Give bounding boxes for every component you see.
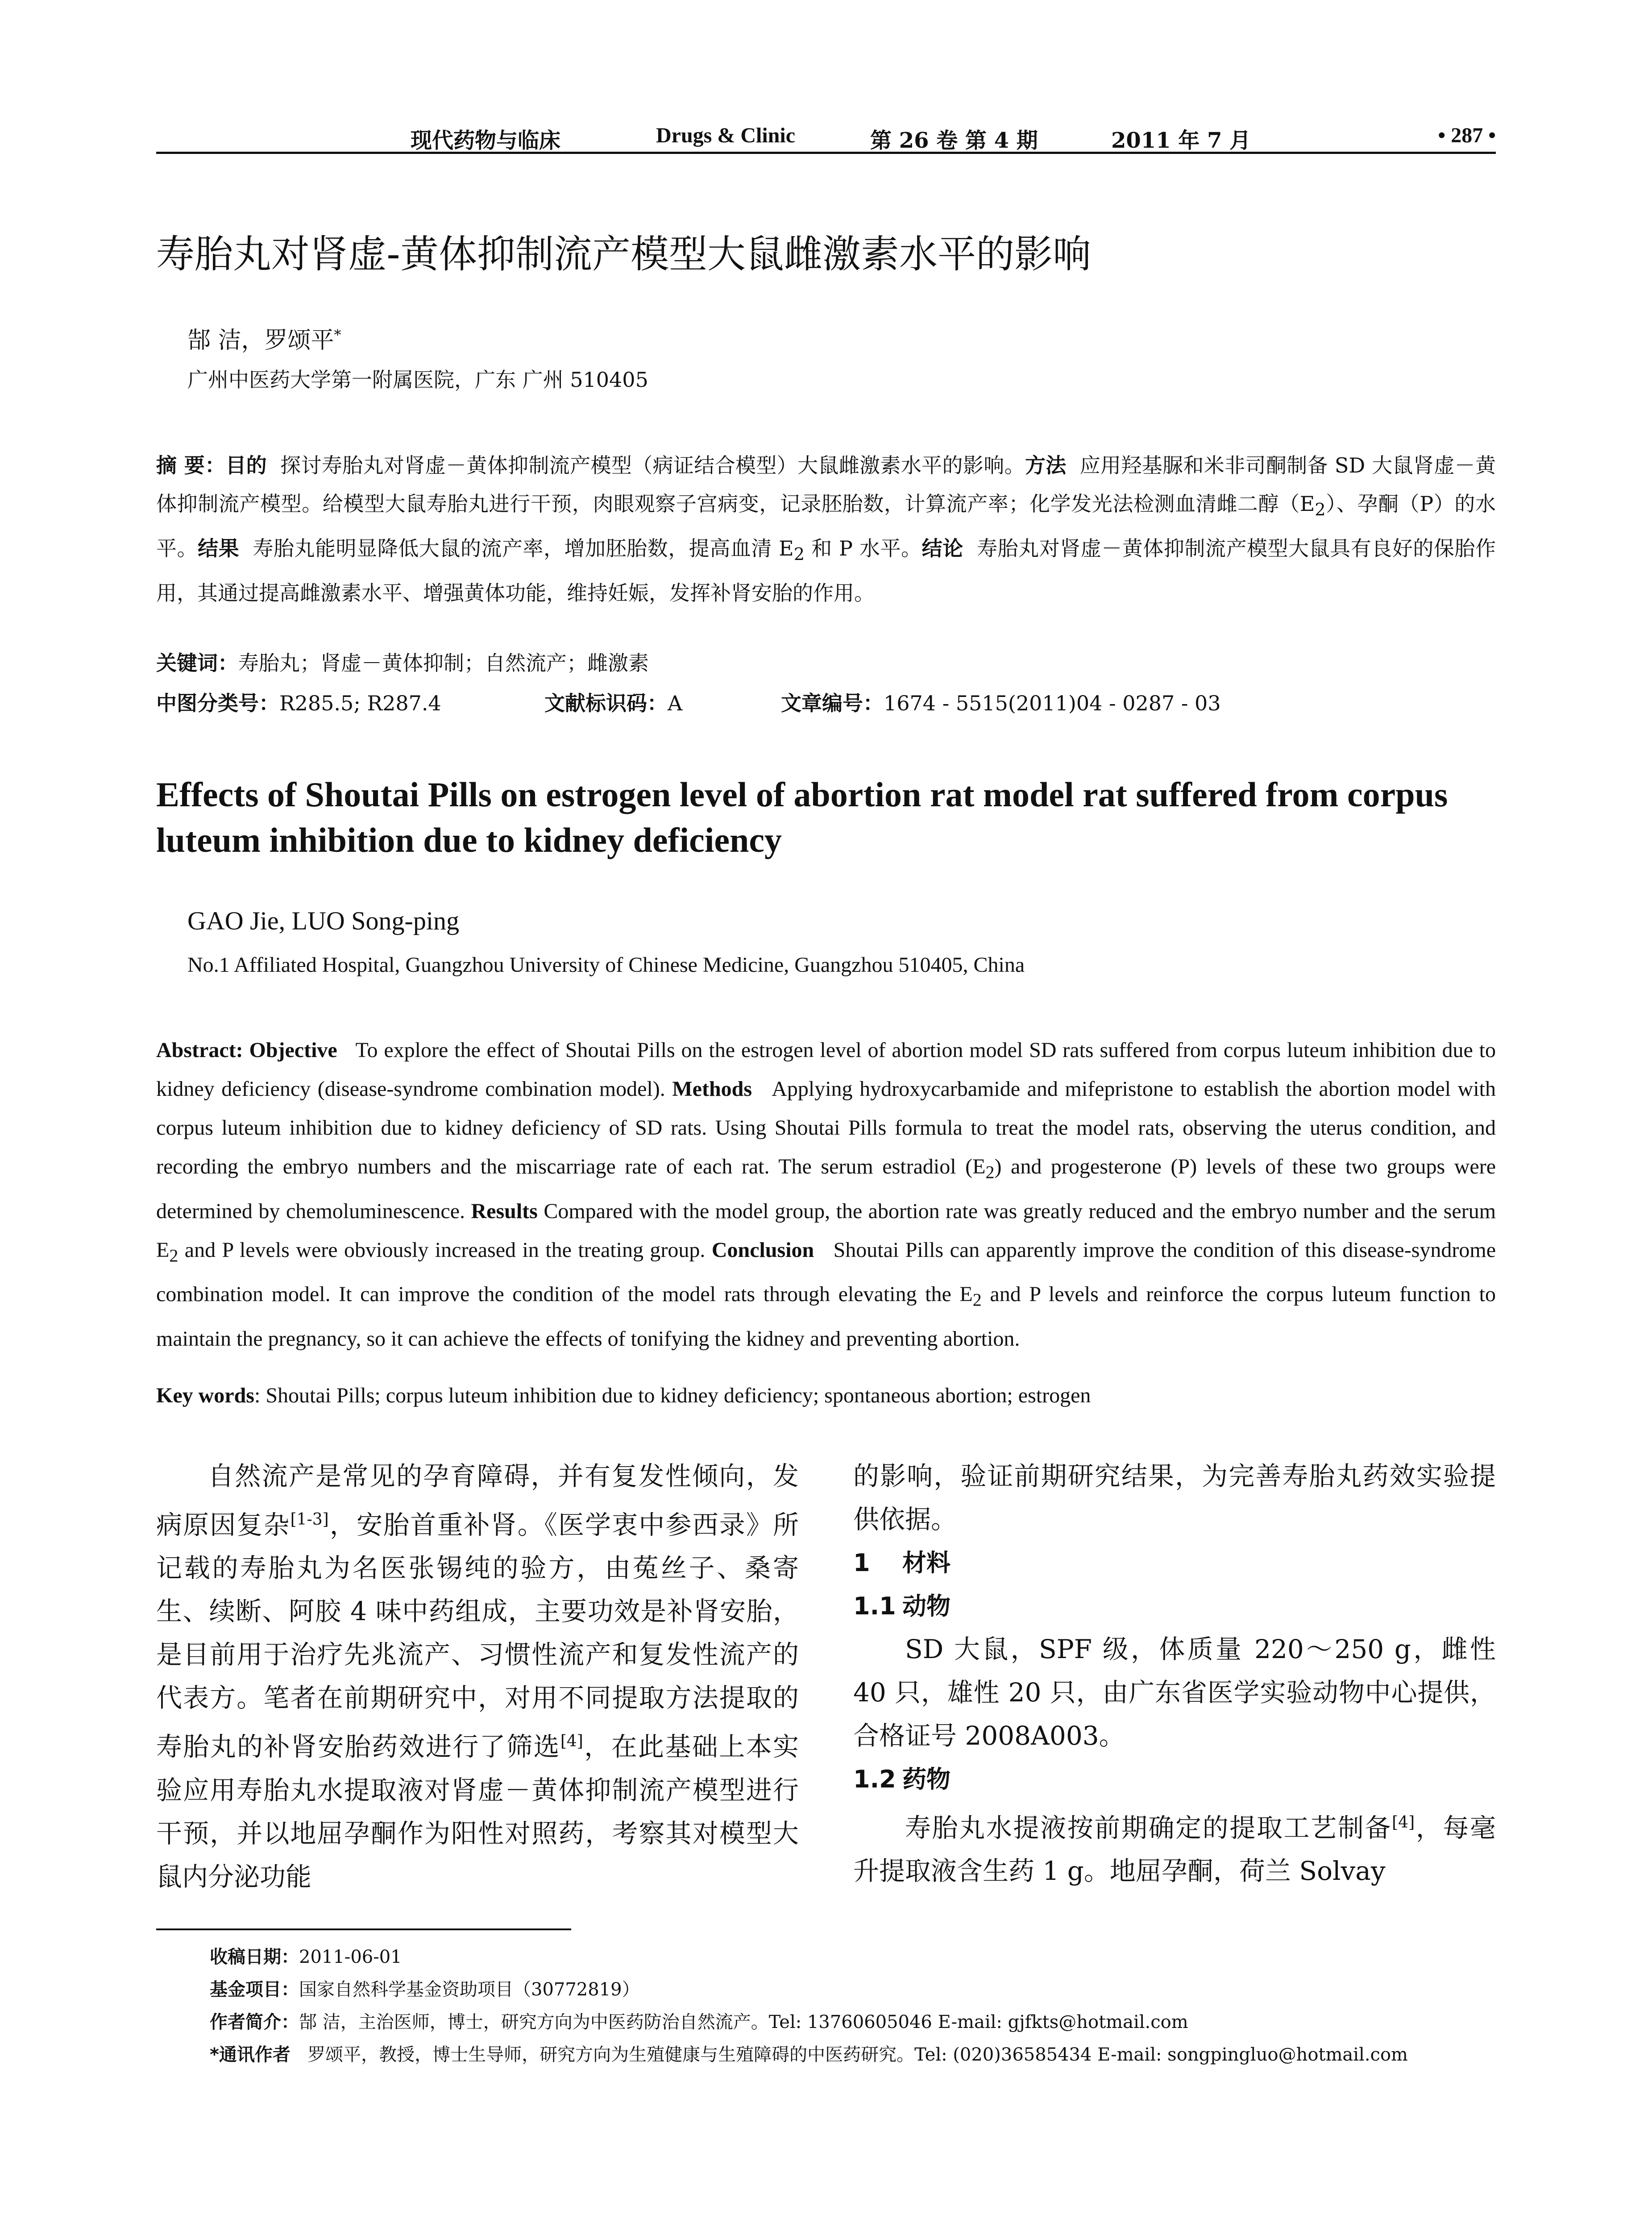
doc-value: A bbox=[668, 691, 683, 715]
section-1-1-title: 动物 bbox=[902, 1592, 951, 1620]
author-text: 郜 洁，主治医师，博士，研究方向为中医药防治自然流产。Tel: 13760605046 E-mail: gjfkts@hotmail.com bbox=[299, 2012, 1188, 2032]
keywords-label-en: Key words bbox=[156, 1384, 254, 1407]
conclusion-text-en-b: and P levels and reinforce the corpus luteum function to maintain the pregnancy, so it can achieve the effects of tonifying the kidney and preventing abortion. bbox=[156, 1282, 1496, 1351]
footnote-corresponding bbox=[210, 2039, 1499, 2071]
english-affiliation: No.1 Affiliated Hospital, Guangzhou University of Chinese Medicine, Guangzhou 510405, China bbox=[187, 953, 1025, 977]
footnote-author bbox=[210, 2006, 1499, 2039]
keywords-text-cn: 寿胎丸；肾虚－黄体抑制；自然流产；雌激素 bbox=[238, 651, 649, 675]
section-1-2-heading bbox=[853, 1758, 1496, 1801]
received-label: 收稿日期： bbox=[210, 1947, 299, 1967]
subscript-2: 2 bbox=[793, 544, 805, 565]
class-value: R285.5; R287.4 bbox=[279, 691, 441, 715]
methods-text-en-b: ) and progesterone (P) levels of these two groups were determined by chemoluminescence. bbox=[156, 1155, 1496, 1223]
section-1-2-number: 1.2 bbox=[853, 1765, 896, 1793]
keywords-label-cn: 关键词： bbox=[156, 651, 238, 675]
objective-text-cn: 探讨寿胎丸对肾虚－黄体抑制流产模型（病证结合模型）大鼠雌激素水平的影响。 bbox=[280, 453, 1025, 477]
intro-text-b: ，安胎首重补肾。《医学衷中参西录》所记载的寿胎丸为名医张锡纯的验方，由菟丝子、桑寄生、续断、阿胶 4 味中药组成，主要功效是补肾安胎，是目前用于治疗先兆流产、习惯性流产和复发性流产的代表方。笔者在前期研究中，对用不同提取方法提取的寿胎丸的补肾安胎药效进行了筛选 bbox=[156, 1509, 799, 1762]
drugs-text-b: ，每毫升提取液含生药 1 g。地屈孕酮，荷兰 Solvay bbox=[853, 1812, 1496, 1887]
chinese-authors bbox=[187, 321, 341, 355]
journal-name-en: Drugs & Clinic bbox=[656, 124, 795, 147]
objective-label-cn: 目的 bbox=[225, 453, 267, 477]
abstract-label-cn: 摘 要： bbox=[156, 453, 226, 477]
subscript-2: 2 bbox=[1315, 500, 1326, 520]
intro-continued: 的影响，验证前期研究结果，为完善寿胎丸药效实验提供依据。 bbox=[853, 1461, 1496, 1534]
results-text-en-b: and P levels were obviously increased in the treating group. bbox=[178, 1238, 706, 1262]
drugs-text-a: 寿胎丸水提液按前期确定的提取工艺制备 bbox=[905, 1812, 1392, 1843]
conclusion-text-cn: 寿胎丸对肾虚－黄体抑制流产模型大鼠具有良好的保胎作用，其通过提高雌激素水平、增强黄体功能，维持妊娠，发挥补肾安胎的作用。 bbox=[156, 536, 1496, 605]
section-1-1-number: 1.1 bbox=[853, 1592, 896, 1620]
intro-text-c: ，在此基础上本实验应用寿胎丸水提取液对肾虚－黄体抑制流产模型进行干预，并以地屈孕酮作为阳性对照药，考察其对模型大鼠内分泌功能 bbox=[156, 1731, 799, 1892]
conclusion-label-en: Conclusion bbox=[711, 1238, 814, 1262]
subscript-2: 2 bbox=[169, 1245, 178, 1266]
doc-label: 文献标识码： bbox=[544, 691, 668, 715]
citation-4[interactable]: [4] bbox=[560, 1732, 583, 1751]
issue-date: 2011 年 7 月 bbox=[1111, 128, 1251, 153]
corresponding-mark: * bbox=[334, 326, 341, 344]
results-text-en-a: Compared with the model group, the abortion rate was greatly reduced and the embryo number and the serum E bbox=[156, 1199, 1496, 1262]
article-label: 文章编号： bbox=[781, 691, 884, 715]
results-text-cn-b: 和 P 水平。 bbox=[805, 536, 922, 561]
footnote-divider bbox=[156, 1928, 571, 1930]
footnote-received bbox=[210, 1941, 1499, 1974]
chinese-abstract bbox=[156, 446, 1496, 612]
methods-text-en-a: Applying hydroxycarbamide and mifepristone to establish the abortion model with corpus luteum inhibition due to kidney deficiency of SD rats. Using Shoutai Pills formula to treat the model rats, observing the uterus condition, and recording the embryo numbers and the miscarriage rate of each rat. The serum estradiol (E bbox=[156, 1077, 1496, 1178]
article-number bbox=[781, 687, 1221, 717]
section-1-number: 1 bbox=[853, 1549, 870, 1577]
citation-1-3[interactable]: [1-3] bbox=[290, 1510, 329, 1529]
results-label-cn: 结果 bbox=[198, 536, 240, 561]
classification-line bbox=[156, 687, 1496, 718]
chinese-title: 寿胎丸对肾虚-黄体抑制流产模型大鼠雌激素水平的影响 bbox=[156, 232, 1092, 277]
article-value: 1674 - 5515(2011)04 - 0287 - 03 bbox=[884, 691, 1221, 715]
section-1-title: 材料 bbox=[902, 1549, 951, 1577]
author-label: 作者简介： bbox=[210, 2012, 299, 2032]
methods-label-cn: 方法 bbox=[1025, 453, 1067, 477]
body-column-left bbox=[156, 1455, 799, 1899]
english-abstract bbox=[156, 1031, 1496, 1358]
fund-label: 基金项目： bbox=[210, 1979, 299, 2000]
results-text-cn-a: 寿胎丸能明显降低大鼠的流产率，增加胚胎数，提高血清 E bbox=[253, 536, 794, 561]
methods-label-en: Methods bbox=[672, 1077, 752, 1101]
methods-text-cn-b: ）、孕酮（P）的水平。 bbox=[156, 492, 1496, 561]
conclusion-text-en-a: Shoutai Pills can apparently improve the condition of this disease-syndrome combination model. It can improve the condition of the model rats through elevating the E bbox=[156, 1238, 1496, 1306]
journal-name-cn: 现代药物与临床 bbox=[411, 128, 561, 153]
volume-issue: 第 26 卷 第 4 期 bbox=[870, 128, 1038, 153]
subscript-2: 2 bbox=[985, 1162, 995, 1182]
subscript-2: 2 bbox=[972, 1290, 982, 1310]
animals-paragraph: SD 大鼠，SPF 级，体质量 220～250 g，雌性 40 只，雄性 20 只，由广东省医学实验动物中心提供，合格证号 2008A003。 bbox=[853, 1634, 1496, 1751]
footnotes bbox=[210, 1941, 1499, 2071]
intro-text-a: 自然流产是常见的孕育障碍，并有复发性倾向，发病原因复杂 bbox=[156, 1461, 799, 1540]
class-number bbox=[156, 687, 441, 717]
corresponding-text: 罗颂平，教授，博士生导师，研究方向为生殖健康与生殖障碍的中医药研究。Tel: (020)36585434 E-mail: songpingluo@hotmail.com bbox=[307, 2044, 1408, 2065]
received-date: 2011-06-01 bbox=[299, 1947, 402, 1967]
objective-text-en: To explore the effect of Shoutai Pills on the estrogen level of abortion model SD rats suffered from corpus luteum inhibition due to kidney deficiency (disease-syndrome combination model). bbox=[156, 1038, 1496, 1101]
english-authors: GAO Jie, LUO Song-ping bbox=[187, 906, 459, 935]
chinese-affiliation: 广州中医药大学第一附属医院，广东 广州 510405 bbox=[187, 368, 648, 392]
english-keywords bbox=[156, 1383, 1091, 1408]
objective-label-en: Objective bbox=[249, 1038, 337, 1062]
body-column-right bbox=[853, 1455, 1496, 1893]
conclusion-label-cn: 结论 bbox=[921, 536, 963, 561]
class-label: 中图分类号： bbox=[156, 691, 279, 715]
keywords-text-en: : Shoutai Pills; corpus luteum inhibition due to kidney deficiency; spontaneous abortion; estrogen bbox=[254, 1384, 1091, 1407]
page-number: • 287 • bbox=[1438, 124, 1496, 147]
english-title: Effects of Shoutai Pills on estrogen level of abortion rat model rat suffered from corpus luteum inhibition due to kidney deficiency bbox=[156, 775, 1448, 859]
methods-text-cn-a: 应用羟基脲和米非司酮制备 SD 大鼠肾虚－黄体抑制流产模型。给模型大鼠寿胎丸进行干预，肉眼观察子宫病变，记录胚胎数，计算流产率；化学发光法检测血清雌二醇（E bbox=[156, 453, 1496, 516]
intro-paragraph bbox=[156, 1455, 799, 1899]
section-1-1-heading bbox=[853, 1584, 1496, 1628]
abstract-label-en: Abstract: bbox=[156, 1038, 243, 1062]
citation-4[interactable]: [4] bbox=[1392, 1813, 1415, 1832]
chinese-author-names: 郜 洁，罗颂平 bbox=[187, 327, 334, 354]
fund-text: 国家自然科学基金资助项目（30772819） bbox=[299, 1979, 640, 2000]
running-header bbox=[156, 120, 1496, 154]
footnote-fund bbox=[210, 1974, 1499, 2006]
chinese-keywords bbox=[156, 647, 649, 676]
document-code bbox=[544, 687, 682, 717]
results-label-en: Results bbox=[471, 1199, 538, 1223]
section-1-heading bbox=[853, 1541, 1496, 1584]
drugs-paragraph bbox=[853, 1801, 1496, 1893]
corresponding-label: *通讯作者 bbox=[210, 2044, 291, 2065]
section-1-2-title: 药物 bbox=[902, 1765, 951, 1793]
